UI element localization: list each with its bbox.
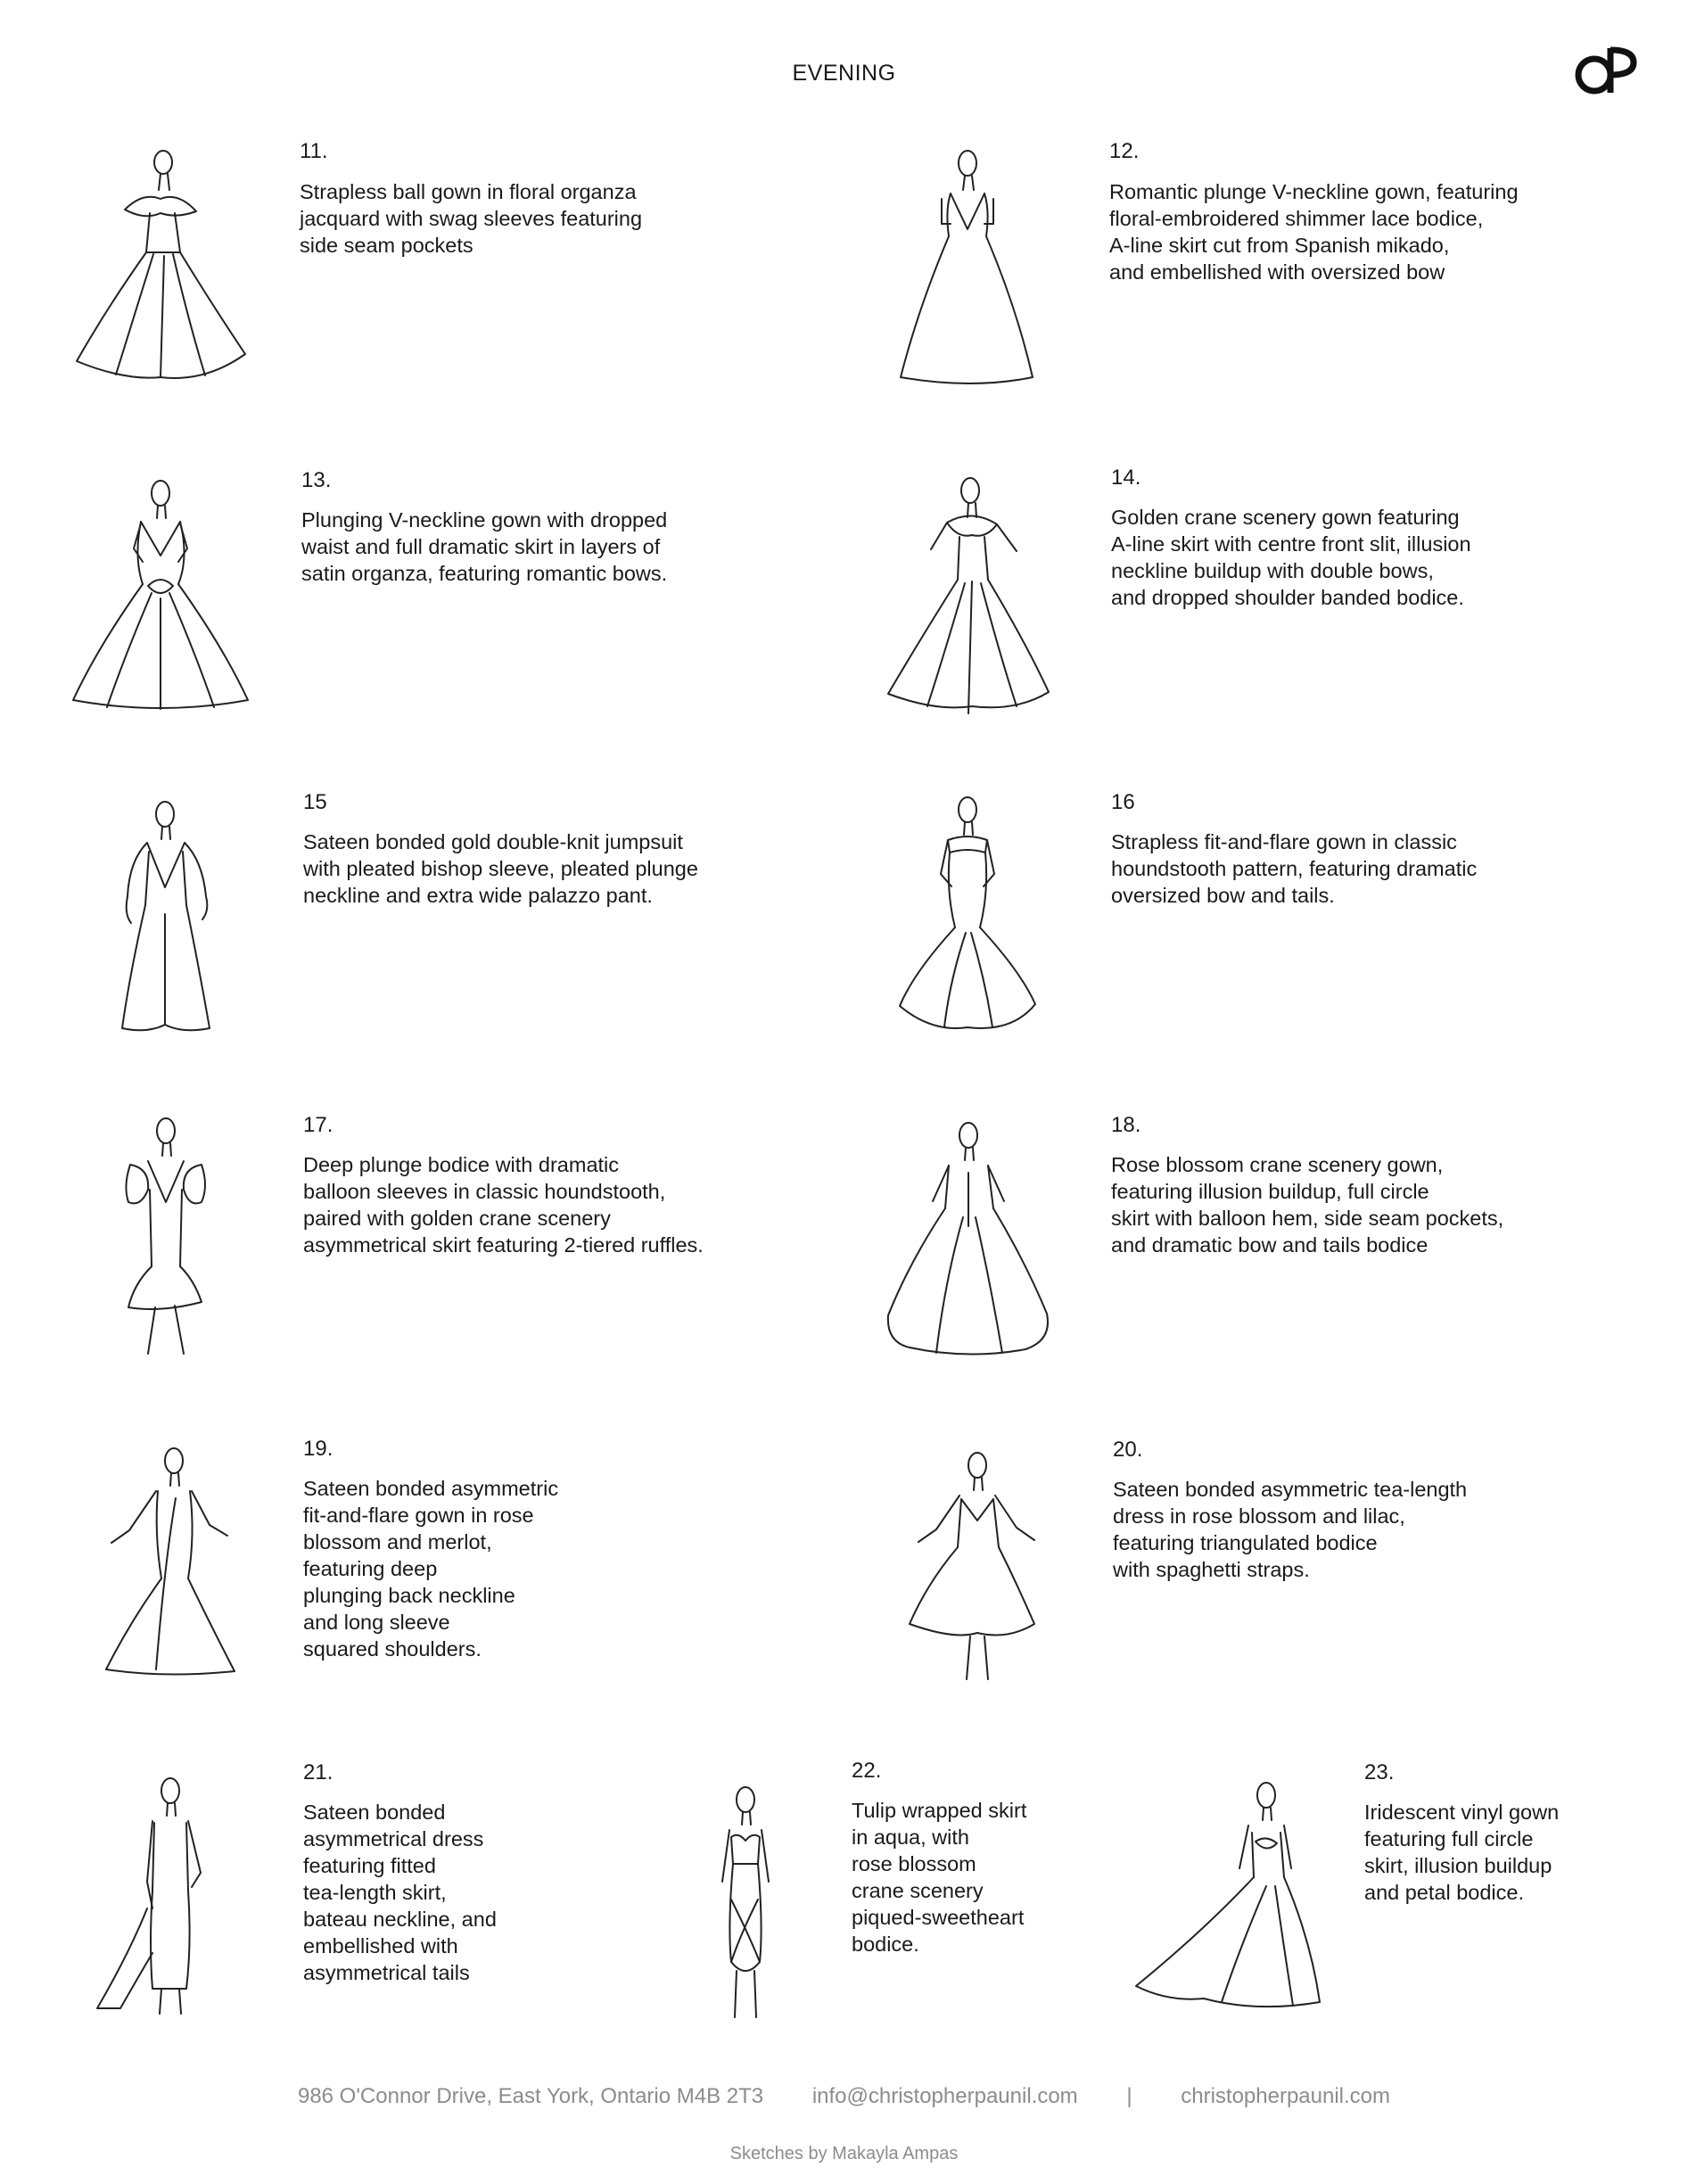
item-14-description: Golden crane scenery gown featuring A-line skirt with centre front slit, illusion neckline buildup with double bows, and dropped shoulder banded bodice. — [1111, 506, 1471, 609]
item-18-description: Rose blossom crane scenery gown, featuring illusion buildup, full circle skirt with balloon hem, side seam pockets, and dramatic bow and tails bodice — [1111, 1153, 1504, 1257]
item-15-description: Sateen bonded gold double-knit jumpsuit with pleated bishop sleeve, pleated plunge neckline and extra wide palazzo pant. — [303, 830, 698, 907]
item-19-number: 19. — [303, 1437, 333, 1461]
item-16-description: Strapless fit-and-flare gown in classic houndstooth pattern, featuring dramatic oversized bow and tails. — [1111, 830, 1478, 907]
item-12-description: Romantic plunge V-neckline gown, featuring floral-embroidered shimmer lace bodice, A-line skirt cut from Spanish mikado, and embellished with oversized bow — [1109, 180, 1519, 284]
gown-sketch-23 — [1132, 1779, 1329, 2015]
gown-sketch-14 — [883, 473, 1052, 713]
footer-email[interactable]: info@christopherpaunil.com — [811, 2084, 1078, 2108]
footer-address: 986 O'Connor Drive, East York, Ontario M4B 2T3 — [297, 2084, 764, 2108]
jumpsuit-sketch-15 — [111, 798, 218, 1034]
item-15-number: 15 — [303, 790, 327, 814]
gown-sketch-17 — [116, 1115, 214, 1356]
footer-website[interactable]: christopherpaunil.com — [1181, 2084, 1391, 2108]
item-16-number: 16 — [1111, 790, 1135, 814]
item-23-number: 23. — [1364, 1760, 1395, 1784]
item-18-number: 18. — [1111, 1113, 1141, 1137]
footer-contact — [0, 2084, 1688, 2109]
item-11-number: 11. — [300, 139, 328, 163]
item-22-number: 22. — [852, 1759, 882, 1783]
item-22-description: Tulip wrapped skirt in aqua, with rose blossom crane scenery piqued-sweetheart bodice. — [852, 1799, 1027, 1956]
gown-sketch-13 — [71, 477, 250, 709]
item-14-number: 14. — [1111, 466, 1141, 490]
item-23-description: Iridescent vinyl gown featuring full circle skirt, illusion buildup and petal bodice. — [1364, 1801, 1560, 1904]
item-17-number: 17. — [303, 1113, 333, 1137]
item-12-number: 12. — [1109, 139, 1140, 163]
item-13-description: Plunging V-neckline gown with dropped waist and full dramatic skirt in layers of satin organza, featuring romantic bows. — [301, 508, 668, 585]
gown-sketch-12 — [892, 147, 1043, 388]
item-21-number: 21. — [303, 1760, 333, 1784]
dress-sketch-22 — [696, 1784, 794, 2020]
item-17-description: Deep plunge bodice with dramatic balloon sleeves in classic houndstooth, paired with golden crane scenery asymmetrical skirt featuring 2-tiered ruffles. — [303, 1153, 704, 1257]
item-13-number: 13. — [301, 468, 332, 492]
item-19-description: Sateen bonded asymmetric fit-and-flare gown in rose blossom and merlot, featuring deep plunging back neckline and long sleeve squared shoulders. — [303, 1477, 559, 1661]
gown-sketch-18 — [883, 1119, 1052, 1360]
dress-sketch-20 — [901, 1449, 1043, 1681]
gown-sketch-16 — [896, 794, 1039, 1034]
item-20-number: 20. — [1113, 1438, 1143, 1462]
cp-monogram-logo-icon — [1569, 37, 1641, 100]
item-21-description: Sateen bonded asymmetrical dress featuring fitted tea-length skirt, bateau neckline, and embellished with asymmetrical tails — [303, 1801, 497, 1984]
item-11-description: Strapless ball gown in floral organza jacquard with swag sleeves featuring side seam pockets — [300, 180, 643, 257]
item-20-description: Sateen bonded asymmetric tea-length dress in rose blossom and lilac, featuring triangulated bodice with spaghetti straps. — [1113, 1478, 1468, 1581]
gown-sketch-19 — [103, 1445, 236, 1677]
dress-sketch-21 — [94, 1775, 214, 2015]
footer-separator: | — [1126, 2084, 1132, 2108]
gown-sketch-11 — [71, 147, 250, 388]
page-title: EVENING — [792, 61, 896, 86]
sketch-credit: Sketches by Makayla Ampas — [729, 2144, 959, 2163]
